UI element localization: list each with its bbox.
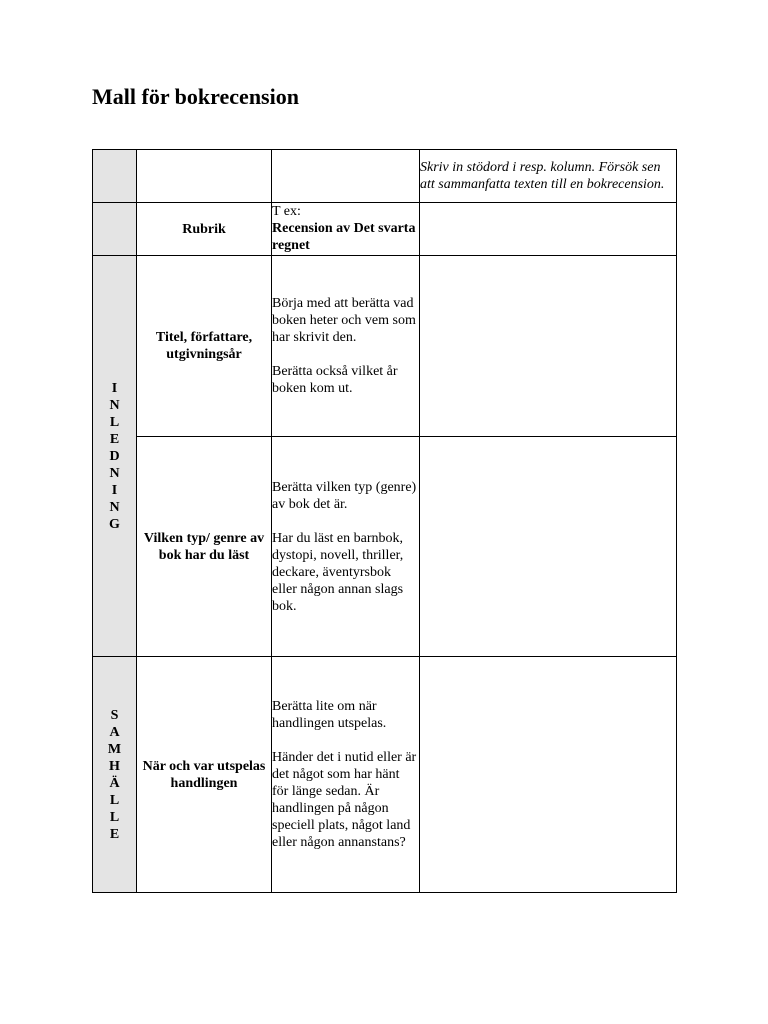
guide-cell-empty	[272, 150, 420, 203]
guide-paragraph: Berätta lite om när handlingen utspelas.	[272, 699, 387, 731]
guide-example-title: Recension av Det svarta regnet	[272, 221, 416, 253]
instructions-text: Skriv in stödord i resp. kolumn. Försök sen att sammanfatta texten till en bokrecension.	[420, 150, 677, 203]
section-samhalle: S A M H Ä L L E	[93, 657, 137, 893]
page-title: Mall för bokrecension	[92, 84, 299, 109]
row-handling	[93, 657, 677, 893]
guide-cell	[272, 437, 420, 657]
guide-prefix: T ex:	[272, 204, 301, 219]
notes-field[interactable]	[420, 203, 677, 256]
label-cell-empty	[137, 150, 272, 203]
row-rubrik	[93, 203, 677, 256]
row-label: Rubrik	[137, 203, 272, 256]
guide-paragraph: Händer det i nutid eller är det något som har hänt för länge sedan. Är handlingen på någon speciell plats, något land eller någon annanstans?	[272, 750, 417, 850]
row-genre	[93, 437, 677, 657]
guide-paragraph: Börja med att berätta vad boken heter och vem som har skrivit den.	[272, 296, 416, 345]
guide-paragraph: Har du läst en barnbok, dystopi, novell, thriller, deckare, äventyrsbok eller någon annan slags bok.	[272, 530, 404, 614]
row-label: Vilken typ/ genre av bok har du läst	[137, 437, 272, 657]
row-titel	[93, 256, 677, 437]
header-row	[93, 150, 677, 203]
row-label: När och var utspelas handlingen	[137, 657, 272, 893]
section-inledning: I N L E D N I N G	[93, 256, 137, 657]
guide-paragraph: Berätta vilken typ (genre) av bok det är.	[272, 479, 417, 512]
guide-paragraph: Berätta också vilket år boken kom ut.	[272, 364, 398, 396]
guide-cell	[272, 203, 420, 256]
guide-cell	[272, 256, 420, 437]
notes-field[interactable]	[420, 657, 677, 893]
guide-cell	[272, 657, 420, 893]
notes-field[interactable]	[420, 437, 677, 657]
row-label: Titel, författare, utgivningsår	[137, 256, 272, 437]
notes-field[interactable]	[420, 256, 677, 437]
review-template-table	[92, 149, 677, 893]
side-cell-empty	[93, 150, 137, 203]
side-cell-empty	[93, 203, 137, 256]
